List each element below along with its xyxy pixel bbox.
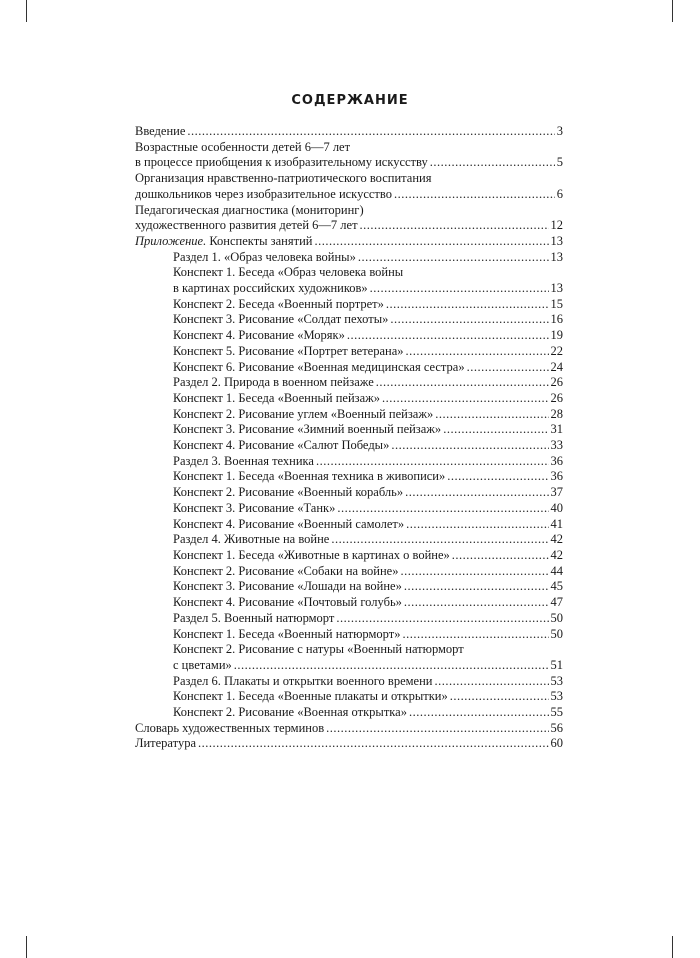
dot-leader: [370, 281, 549, 297]
toc-entry[interactable]: [135, 627, 563, 643]
dot-leader: [316, 454, 549, 470]
toc-entry-text: Введение: [135, 124, 186, 138]
toc-entry[interactable]: [135, 548, 563, 564]
toc-entry-prefix: Приложение.: [135, 233, 207, 248]
toc-entry-text: Возрастные особенности детей 6—7 лет: [135, 139, 351, 154]
toc-page-number: 3: [556, 124, 563, 138]
toc-entry-text: Конспект 2. Рисование «Военный корабль»: [173, 485, 404, 500]
toc-entry[interactable]: [135, 721, 563, 737]
dot-leader: [347, 328, 549, 344]
toc-page-number: 13: [550, 233, 563, 248]
toc-entry[interactable]: [135, 391, 563, 407]
dot-leader: [404, 579, 549, 595]
dot-leader: [198, 736, 549, 752]
toc-page-number: 53: [550, 689, 563, 704]
toc-entry-text: Конспект 4. Рисование «Моряк»: [173, 328, 345, 343]
dot-leader: [409, 705, 549, 721]
toc-page-number: 42: [550, 547, 563, 562]
toc-page-number: 19: [550, 328, 563, 343]
dot-leader: [443, 422, 548, 438]
toc-page-number: 5: [556, 155, 563, 170]
toc-entry[interactable]: [135, 265, 563, 296]
toc-entry-text: Конспект 1. Беседа «Военный натюрморт»: [173, 626, 401, 641]
toc-entry-text: Раздел 5. Военный натюрморт: [173, 610, 335, 625]
toc-entry[interactable]: [135, 203, 563, 234]
dot-leader: [452, 548, 549, 564]
dot-leader: [402, 627, 548, 643]
toc-entry[interactable]: [135, 234, 563, 250]
dot-leader: [390, 312, 548, 328]
dot-leader: [467, 360, 549, 376]
toc-page-number: 42: [550, 532, 563, 547]
toc-entry-text: Конспект 4. Рисование «Военный самолет»: [173, 516, 405, 531]
toc-page-number: 13: [550, 249, 563, 264]
toc-entry[interactable]: [135, 611, 563, 627]
toc-entry-text: Конспект 2. Рисование «Собаки на войне»: [173, 563, 399, 578]
toc-page-number: 56: [550, 720, 563, 735]
table-of-contents: [135, 124, 563, 752]
toc-entry[interactable]: [135, 360, 563, 376]
toc-entry-text: художественного развития детей 6—7 лет: [135, 218, 358, 233]
toc-entry[interactable]: [135, 532, 563, 548]
toc-entry-text: дошкольников через изобразительное искусство: [135, 186, 392, 201]
toc-page-number: 51: [550, 657, 563, 672]
toc-page-number: 36: [550, 453, 563, 468]
toc-entry[interactable]: [135, 124, 563, 140]
toc-entry-text: в процессе приобщения к изобразительному искусству: [135, 155, 428, 170]
toc-entry[interactable]: [135, 171, 563, 202]
dot-leader: [336, 611, 548, 627]
toc-entry[interactable]: [135, 689, 563, 705]
toc-page-number: 15: [550, 296, 563, 311]
dot-leader: [400, 564, 548, 580]
dot-leader: [434, 674, 548, 690]
dot-leader: [391, 438, 548, 454]
toc-entry-text: Конспект 3. Рисование «Танк»: [173, 500, 336, 515]
toc-entry[interactable]: [135, 595, 563, 611]
toc-entry[interactable]: [135, 501, 563, 517]
dot-leader: [406, 344, 549, 360]
dot-leader: [326, 721, 548, 737]
crop-mark-top-right: [672, 0, 673, 22]
page-title: СОДЕРЖАНИЕ: [291, 93, 409, 108]
toc-entry-text: Конспект 2. Беседа «Военный портрет»: [173, 296, 384, 311]
crop-mark-top-left: [26, 0, 27, 22]
toc-entry-text: Литература: [135, 736, 196, 751]
toc-entry-text: Конспект 4. Рисование «Салют Победы»: [173, 438, 390, 453]
toc-page-number: 47: [550, 595, 563, 610]
dot-leader: [430, 155, 555, 171]
toc-entry-text: Конспект 1. Беседа «Животные в картинах о войне»: [173, 547, 450, 562]
toc-entry-text: Конспекты занятий: [209, 233, 313, 248]
toc-entry-text: Конспект 2. Рисование «Военная открытка»: [173, 705, 407, 720]
toc-entry-text: Раздел 1. «Образ человека войны»: [173, 249, 356, 264]
toc-entry-text: Конспект 1. Беседа «Образ человека войны: [173, 265, 404, 280]
toc-entry-text: Конспект 3. Рисование «Лошади на войне»: [173, 579, 402, 594]
toc-entry-text: Конспект 1. Беседа «Военный пейзаж»: [173, 390, 381, 405]
dot-leader: [382, 391, 548, 407]
toc-page-number: 26: [550, 390, 563, 405]
toc-entry-text: Конспект 3. Рисование «Зимний военный пейзаж»: [173, 422, 442, 437]
crop-mark-bottom-right: [672, 936, 673, 958]
toc-page-number: 6: [556, 186, 563, 201]
toc-entry[interactable]: [135, 344, 563, 360]
toc-entry[interactable]: [135, 250, 563, 266]
toc-page-number: 40: [550, 500, 563, 515]
toc-page-number: 41: [550, 516, 563, 531]
toc-page-number: 55: [550, 705, 563, 720]
toc-entry[interactable]: [135, 375, 563, 391]
toc-page-number: 26: [550, 375, 563, 390]
toc-entry[interactable]: [135, 407, 563, 423]
toc-entry-text: Раздел 6. Плакаты и открытки военного времени: [173, 673, 433, 688]
toc-entry[interactable]: [135, 705, 563, 721]
toc-page-number: 37: [550, 485, 563, 500]
toc-entry-text: Организация нравственно-патриотического воспитания: [135, 171, 432, 186]
toc-entry-text: Конспект 5. Рисование «Портрет ветерана»: [173, 343, 404, 358]
toc-page-number: 53: [550, 673, 563, 688]
toc-entry-text: Конспект 1. Беседа «Военная техника в живописи»: [173, 469, 446, 484]
dot-leader: [447, 469, 548, 485]
dot-leader: [404, 595, 549, 611]
dot-leader: [435, 407, 548, 423]
toc-page-number: 36: [550, 469, 563, 484]
toc-entry[interactable]: [135, 564, 563, 580]
toc-entry-text: Конспект 3. Рисование «Солдат пехоты»: [173, 312, 389, 327]
toc-entry[interactable]: [135, 140, 563, 171]
toc-entry-text: Раздел 4. Животные на войне: [173, 532, 330, 547]
dot-leader: [394, 187, 555, 203]
dot-leader: [358, 250, 549, 266]
toc-page-number: 44: [550, 563, 563, 578]
crop-mark-bottom-left: [26, 936, 27, 958]
toc-page-number: 28: [550, 406, 563, 421]
dot-leader: [386, 297, 549, 313]
dot-leader: [234, 658, 549, 674]
toc-entry[interactable]: [135, 469, 563, 485]
toc-entry-text: Педагогическая диагностика (мониторинг): [135, 202, 364, 217]
dot-leader: [376, 375, 549, 391]
dot-leader: [405, 485, 548, 501]
toc-entry[interactable]: [135, 736, 563, 752]
toc-entry[interactable]: [135, 297, 563, 313]
toc-entry[interactable]: [135, 312, 563, 328]
toc-entry[interactable]: [135, 517, 563, 533]
dot-leader: [337, 501, 548, 517]
toc-entry-text: с цветами»: [173, 657, 232, 672]
dot-leader: [450, 689, 549, 705]
toc-entry[interactable]: [135, 438, 563, 454]
dot-leader: [406, 517, 548, 533]
toc-page-number: 31: [550, 422, 563, 437]
toc-entry-text: в картинах российских художников»: [173, 281, 368, 296]
dot-leader: [360, 218, 549, 234]
toc-entry-text: Конспект 4. Рисование «Почтовый голубь»: [173, 595, 402, 610]
toc-entry-text: Конспект 2. Рисование с натуры «Военный натюрморт: [173, 642, 464, 657]
dot-leader: [314, 234, 548, 250]
toc-entry-text: Раздел 2. Природа в военном пейзаже: [173, 375, 374, 390]
toc-page-number: 50: [550, 610, 563, 625]
toc-entry[interactable]: [135, 485, 563, 501]
toc-entry[interactable]: [135, 642, 563, 673]
toc-page-number: 60: [550, 736, 563, 751]
toc-page-number: 22: [550, 343, 563, 358]
toc-entry-text: Раздел 3. Военная техника: [173, 453, 314, 468]
dot-leader: [331, 532, 548, 548]
toc-entry-text: Конспект 2. Рисование углем «Военный пейзаж»: [173, 406, 434, 421]
toc-page-number: 12: [550, 218, 563, 233]
toc-page-number: 50: [550, 626, 563, 641]
toc-page-number: 24: [550, 359, 563, 374]
toc-entry-text: Словарь художественных терминов: [135, 720, 325, 735]
toc-entry[interactable]: [135, 422, 563, 438]
dot-leader: [187, 124, 554, 140]
toc-entry-text: Конспект 6. Рисование «Военная медицинская сестра»: [173, 359, 465, 374]
toc-entry[interactable]: [135, 674, 563, 690]
toc-page-number: 33: [550, 438, 563, 453]
toc-entry[interactable]: [135, 579, 563, 595]
toc-entry[interactable]: [135, 454, 563, 470]
toc-page-number: 13: [550, 281, 563, 296]
toc-page-number: 45: [550, 579, 563, 594]
toc-entry-text: Конспект 1. Беседа «Военные плакаты и открытки»: [173, 689, 448, 704]
toc-entry[interactable]: [135, 328, 563, 344]
toc-page-number: 16: [550, 312, 563, 327]
